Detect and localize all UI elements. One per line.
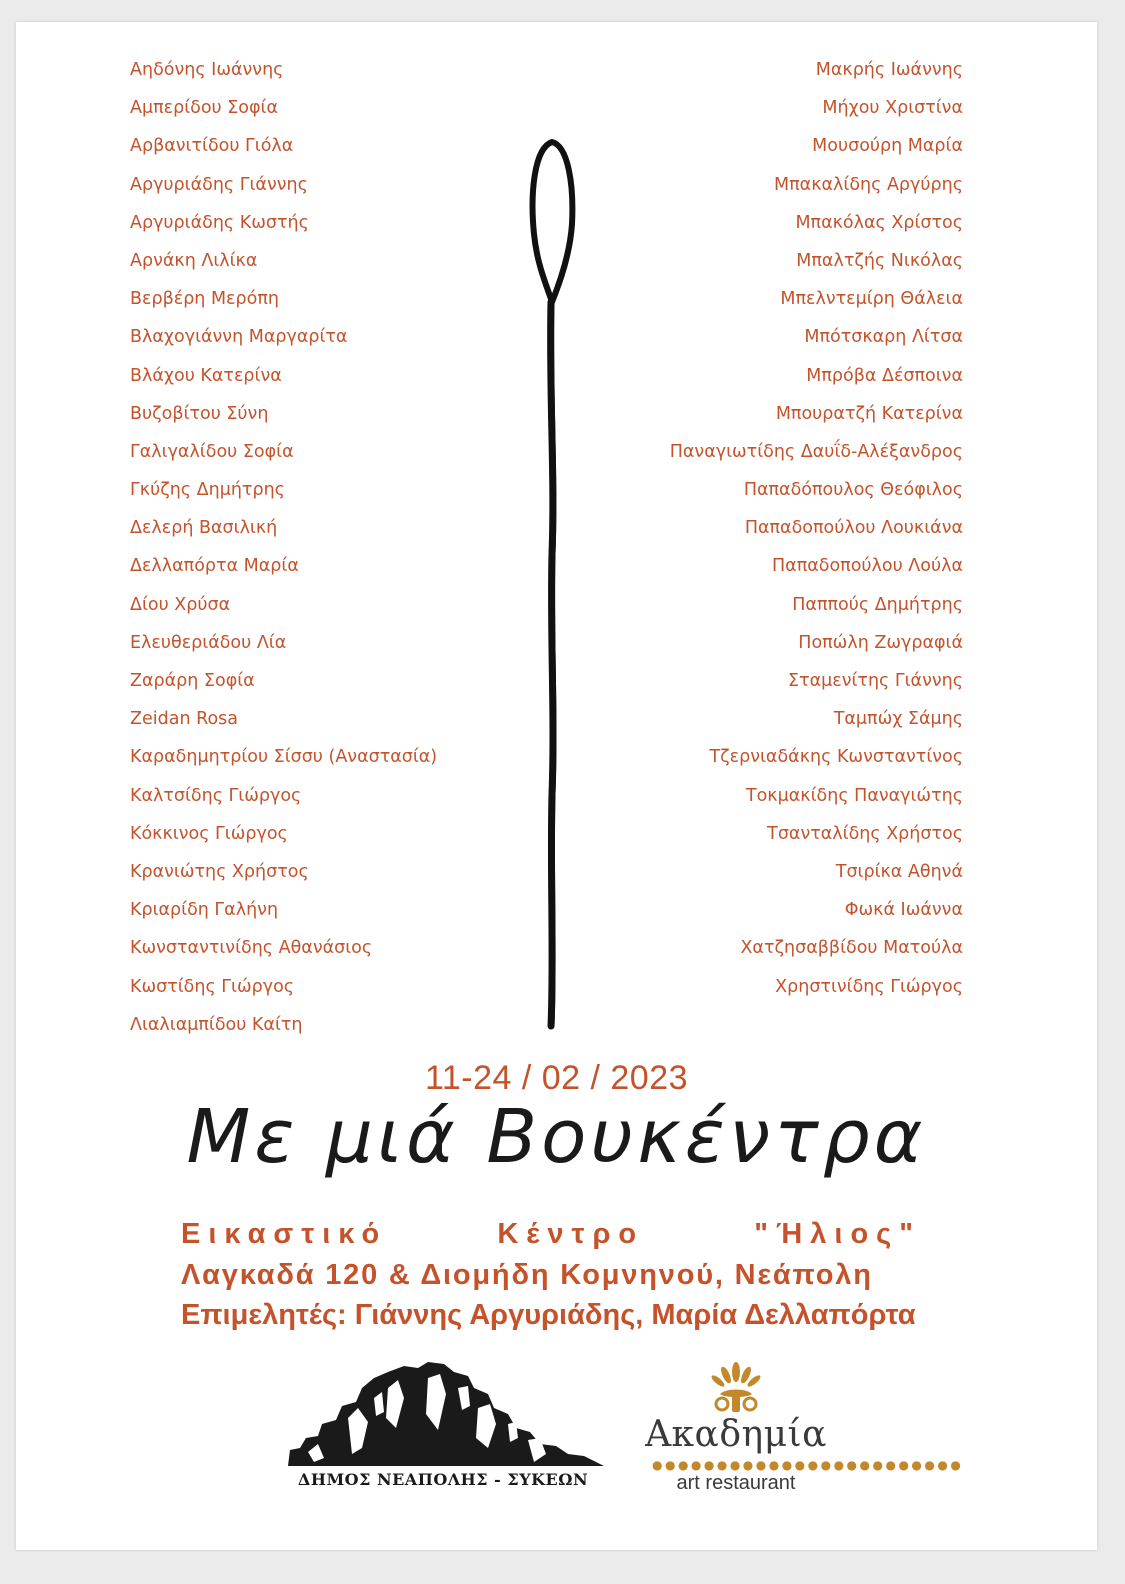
curators: Επιμελητές: Γιάννης Αργυριάδης, Μαρία Δελλαπόρτα — [181, 1299, 916, 1331]
artist-name: Ελευθεριάδου Λία — [130, 632, 287, 653]
artist-name: Παπαδόπουλος Θεόφιλος — [743, 480, 963, 501]
artist-name: Μπακόλας Χρίστος — [795, 212, 963, 233]
artist-name: Κριαρίδη Γαλήνη — [130, 900, 279, 921]
artist-name: Τσανταλίδης Χρήστος — [767, 823, 963, 844]
artist-name: Κρανιώτης Χρήστος — [130, 861, 309, 882]
artist-name: Δελλαπόρτα Μαρία — [130, 556, 299, 577]
decorative-dots: ●●●●●●●●●●●●●●●●●●●●●●●● — [652, 1458, 964, 1472]
artist-name: Βλαχογιάννη Μαργαρίτα — [130, 327, 348, 348]
venue-word: Κέντρο — [497, 1218, 645, 1250]
event-dates: 11-24 / 02 / 2023 — [424, 1059, 689, 1097]
artist-name: Καραδημητρίου Σίσσυ (Αναστασία) — [130, 747, 438, 768]
artist-name: Αμπερίδου Σοφία — [130, 98, 278, 119]
artist-list-right — [670, 57, 963, 1012]
poster — [16, 22, 1097, 1550]
artist-name: Ποπώλη Ζωγραφιά — [798, 632, 963, 653]
artist-name: Καλτσίδης Γιώργος — [130, 785, 302, 806]
artist-name: Μπελντεμίρη Θάλεια — [780, 289, 963, 310]
artist-name: Δίου Χρύσα — [130, 594, 231, 615]
artist-name: Μπαλτζής Νικόλας — [796, 250, 963, 271]
artist-list-left — [130, 57, 437, 1050]
artist-name: Αργυριάδης Κωστής — [130, 212, 309, 233]
artist-name: Παναγιωτίδης Δαυΐδ-Αλέξανδρος — [669, 441, 963, 462]
artist-name: Βυζοβίτου Σύνη — [130, 403, 269, 424]
exhibition-title: Με μιά Βουκέντρα — [186, 1094, 927, 1180]
artist-name: Χατζησαββίδου Ματούλα — [740, 938, 963, 959]
artist-name: Φωκά Ιωάννα — [844, 900, 963, 921]
artist-name: Μπότσκαρη Λίτσα — [804, 327, 963, 348]
artist-name: Αρβανιτίδου Γιόλα — [130, 136, 294, 157]
artist-name: Βλάχου Κατερίνα — [130, 365, 282, 386]
artist-name: Μήχου Χριστίνα — [822, 98, 963, 119]
artist-name: Μπουρατζή Κατερίνα — [775, 403, 963, 424]
venue-name — [181, 1218, 921, 1251]
artist-name: Γαλιγαλίδου Σοφία — [130, 441, 294, 462]
artist-name: Παππούς Δημήτρης — [792, 594, 963, 615]
artist-name: Παπαδοπούλου Λουκιάνα — [744, 518, 963, 539]
artist-name: Μπακαλίδης Αργύρης — [774, 174, 963, 195]
castle-logo-icon — [278, 1358, 608, 1468]
artist-name: Λιαλιαμπίδου Καίτη — [130, 1014, 303, 1035]
artist-name: Αηδόνης Ιωάννης — [130, 60, 284, 80]
restaurant-name: Ακαδημία — [645, 1414, 827, 1455]
artist-name: Αρνάκη Λιλίκα — [130, 250, 258, 271]
artist-name: Γκύζης Δημήτρης — [130, 480, 285, 501]
artist-name: Χρηστινίδης Γιώργος — [775, 976, 963, 997]
artist-name: Δελερή Βασιλική — [130, 518, 278, 539]
artist-name: Βερβέρη Μερόπη — [130, 289, 279, 310]
artist-name: Κόκκινος Γιώργος — [130, 823, 288, 844]
needle-icon — [524, 134, 580, 1034]
artist-name: Μπρόβα Δέσποινα — [806, 365, 963, 386]
artist-name: Zeidan Rosa — [130, 709, 239, 730]
municipality-name: ΔΗΜΟΣ ΝΕΑΠΟΛΗΣ - ΣΥΚΕΩΝ — [297, 1470, 589, 1489]
artist-name: Τοκμακίδης Παναγιώτης — [745, 785, 963, 806]
artist-name: Σταμενίτης Γιάννης — [788, 671, 963, 691]
palmette-icon — [706, 1360, 766, 1416]
artist-name: Τζερνιαδάκης Κωνσταντίνος — [709, 747, 963, 768]
artist-name: Ζαράρη Σοφία — [130, 671, 255, 691]
artist-name: Παπαδοπούλου Λούλα — [772, 556, 963, 577]
venue-word: "Ήλιος" — [754, 1218, 921, 1250]
artist-name: Κωνσταντινίδης Αθανάσιος — [130, 938, 373, 959]
artist-name: Τσιρίκα Αθηνά — [835, 861, 963, 882]
artist-name: Μακρής Ιωάννης — [815, 60, 963, 80]
venue-address: Λαγκαδά 120 & Διομήδη Κομνηνού, Νεάπολη — [181, 1259, 873, 1291]
artist-name: Ταμπώχ Σάμης — [833, 709, 963, 730]
artist-name: Αργυριάδης Γιάννης — [130, 174, 308, 195]
restaurant-subtitle: art restaurant — [676, 1472, 796, 1494]
venue-word: Εικαστικό — [181, 1218, 388, 1250]
artist-name: Κωστίδης Γιώργος — [130, 976, 295, 997]
artist-name: Μουσούρη Μαρία — [812, 136, 963, 157]
